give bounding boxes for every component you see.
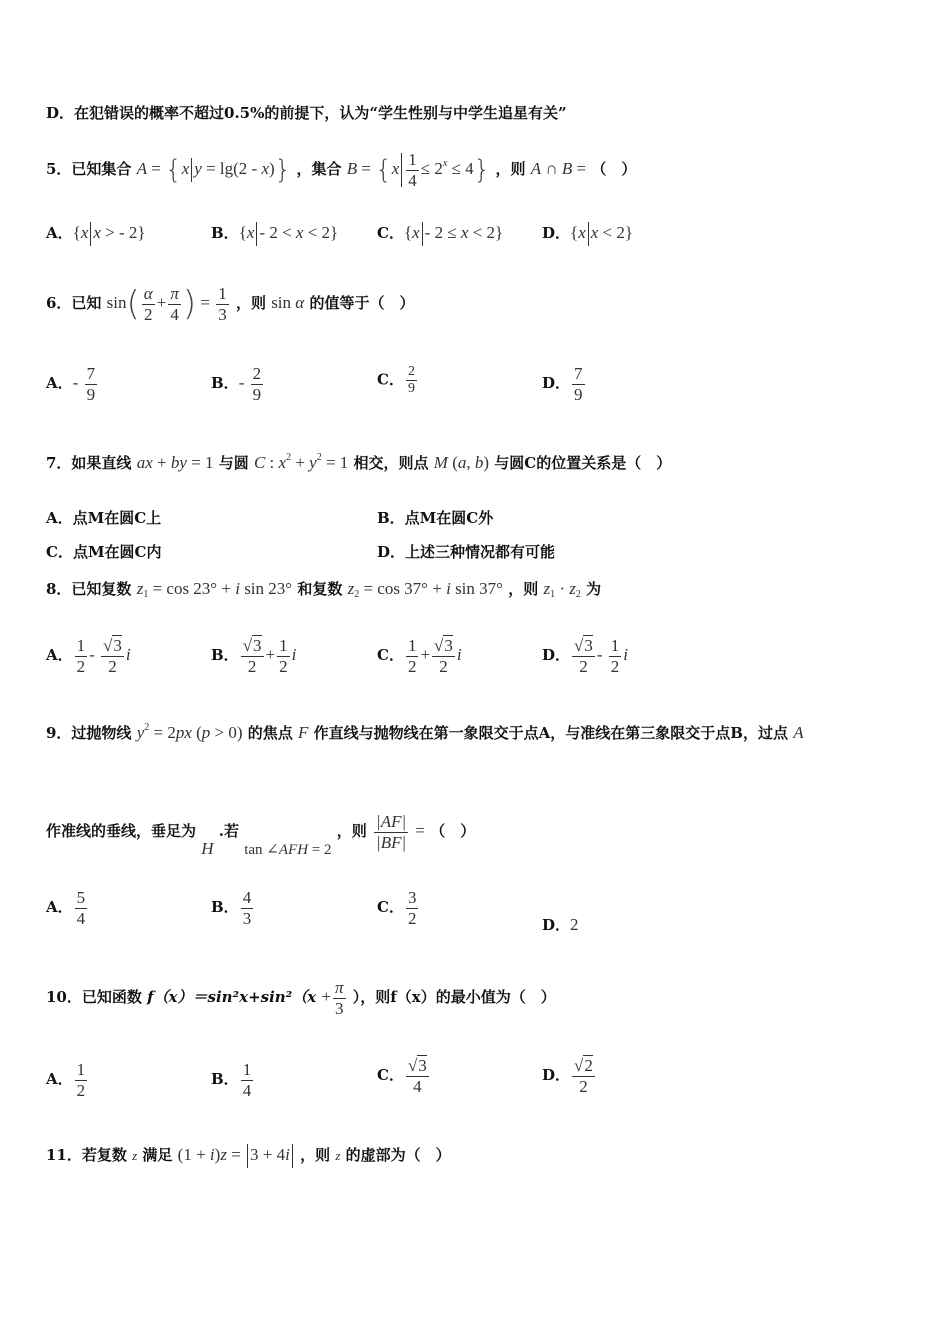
q6-option-d-label: D． [542,374,571,393]
q10-number: 10．已知函数 [46,988,142,1007]
q5-option-d[interactable]: D．{x x < 2} [542,222,633,246]
q5-number: 5．已知集合 [46,159,132,178]
option-d-statement: D．在犯错误的概率不超过0.5%的前提下，认为“学生性别与中学生追星有关” [46,104,567,122]
q10-tail: ），则f（x）的最小值为（ ） [352,988,556,1007]
q9-option-b[interactable] [211,888,255,928]
q8-option-d-label: D． [542,646,571,665]
q9-focus-f: F [298,723,309,742]
q5-option-d-label: D． [542,224,571,242]
q11-tail: ，则 [300,1146,331,1164]
question-7 [46,452,671,473]
q9-b-den: 3 [242,908,252,928]
q9-option-c[interactable] [377,888,420,928]
q5-option-c[interactable]: C．{x - 2 ≤ x < 2} [377,222,503,246]
q5-mid: ，集合 [296,159,342,178]
q7-option-d[interactable]: D．上述三种情况都有可能 [377,543,556,561]
q9-b-num: 4 [242,888,252,907]
q8-mid: 和复数 [297,580,343,598]
q10-option-a[interactable]: A． $\frac{1}{2}$ [46,1060,86,1100]
q11-number: 11．若复数 [46,1146,127,1164]
q7-mid2: 相交，则点 [353,454,429,472]
q7-option-b[interactable]: B．点M在圆C外 [377,509,494,527]
q9-line2a: 作准线的垂线，垂足为 [46,822,197,841]
q5-option-b[interactable]: B．{x - 2 < x < 2} [211,222,338,246]
q9-foot-h: H [201,839,214,859]
q6-option-c[interactable] [377,364,419,397]
q9-option-a-label: A． [46,898,73,917]
q9-parabola: $y^2 = 2px$ (p > 0) [136,722,243,742]
q8-mid2: ，则 [508,580,539,598]
q6-c-den: 9 [407,381,415,397]
q6-d-num: 7 [574,364,583,383]
q9-ratio: $\frac{|AF|}{|BF|}$ [376,812,407,852]
q5-paren: （ ） [591,159,637,178]
q9-option-b-label: B． [211,898,239,917]
q8-z2: $z_2 = \cos 37^\circ + i$ sin 37° [347,579,503,600]
q6-given: sin( $\frac{\alpha}{2}$ + $\frac{\pi}{4}$ ) = $\frac{1}{3}$ [106,284,227,325]
q9-mid: 的焦点 [247,724,293,742]
q6-b-num: 2 [252,364,262,383]
q8-option-a-label: A． [46,646,73,665]
question-11 [46,1144,451,1168]
question-6 [46,284,414,324]
q9-d-value: 2 [570,915,579,934]
q6-a-num: 7 [86,364,96,383]
q6-option-a-label: A． [46,374,73,393]
q10-option-b-label: B． [211,1070,239,1089]
q5-option-b-label: B． [211,224,239,242]
q5-tail: ，则 [495,159,526,178]
q5-option-a-label: A． [46,224,73,242]
q8-option-a[interactable]: A． $\frac{1}{2}$ - $\frac{√3}{2}$ i [46,636,131,676]
q9-mid2: 作直线与抛物线在第一象限交于点A，与准线在第三象限交于点B，过点 [313,724,788,742]
q9-option-d[interactable] [542,914,579,935]
question-5 [46,150,636,190]
q6-option-b-label: B． [211,374,239,393]
q10-option-a-label: A． [46,1070,73,1089]
q10-option-c[interactable]: C． $\frac{√3}{4}$ [377,1056,427,1096]
q6-option-a[interactable]: A．- $\frac{7}{9}$ [46,364,96,404]
q11-mid: 满足 [142,1146,173,1164]
q10-option-b[interactable]: B． $\frac{1}{4}$ [211,1060,252,1100]
q9-option-a[interactable] [46,888,89,928]
question-9-line2: 作准线的垂线，垂足为 H .若 tan ∠AFH = 2 ，则 $\frac{|AF|}{|BF|}$ = （ ） [46,812,476,859]
q11-z: z [132,1148,138,1163]
q6-d-den: 9 [574,384,583,404]
q5-set-a: A = {x y = lg(2 - x)} [136,155,292,186]
q9-a-num: 5 [76,888,86,907]
q9-line2c: ，则 [336,822,367,841]
q5-intersection: A ∩ B = [530,158,587,178]
q9-line2d: （ ） [430,822,476,841]
q8-product: $z_1 \cdot z_2$ [543,579,581,600]
q10-option-d[interactable]: D． $\frac{√2}{2}$ [542,1056,593,1096]
question-8 [46,578,601,600]
q5-option-a[interactable]: A．{x x > - 2} [46,222,146,246]
q10-option-c-label: C． [377,1066,404,1085]
q9-option-c-label: C． [377,898,404,917]
q8-option-c-label: C． [377,646,404,665]
q7-circle-eq: C : $x^2 + y^2 = 1$ [253,452,349,472]
q6-tail: 的值等于（ ） [309,293,415,312]
q7-mid1: 与圆 [218,454,249,472]
q6-c-num: 2 [406,364,417,381]
q6-b-den: 9 [252,384,262,404]
q6-number: 6．已知 [46,293,102,312]
q7-option-c[interactable]: C．点M在圆C内 [46,543,162,561]
q8-tail: 为 [586,580,602,598]
q6-mid: ，则 [235,293,266,312]
q7-number: 7．如果直线 [46,454,132,472]
q10-expr: f（x）＝sin²x+sin²（x [147,988,317,1007]
q7-option-a[interactable]: A．点M在圆C上 [46,509,162,527]
q9-c-num: 3 [407,888,417,907]
q6-a-den: 9 [86,384,96,404]
question-10: 10．已知函数 f（x）＝sin²x+sin²（x + $\frac{\pi}{3}$ ），则f（x）的最小值为（ ） [46,978,556,1018]
q8-option-d[interactable]: D． $\frac{√3}{2}$ - $\frac{1}{2}$ i [542,636,629,676]
q8-option-c[interactable]: C． $\frac{1}{2}$ + $\frac{√3}{2}$ i [377,636,462,676]
q7-point: M (a, b) [433,453,490,472]
q8-option-b[interactable]: B． $\frac{√3}{2}$ + $\frac{1}{2}$ i [211,636,297,676]
q6-option-d[interactable] [542,364,587,404]
q8-option-b-label: B． [211,646,239,665]
q6-option-c-label: C． [377,370,404,389]
q9-line2b: .若 [218,822,239,841]
q9-a-den: 4 [76,908,86,928]
q9-tan: tan ∠AFH = 2 [244,842,332,859]
q9-point-a: A [793,723,804,742]
q6-sin-alpha: sin α [271,292,305,312]
q11-z2: z [335,1148,341,1163]
q9-option-d-label: D． [542,916,571,934]
q11-tail2: 的虚部为（ ） [345,1146,451,1164]
q8-number: 8．已知复数 [46,580,132,598]
question-9 [46,722,804,743]
q9-number: 9．过抛物线 [46,724,132,742]
q9-c-den: 2 [407,908,417,928]
q11-equation: (1 + i)z = 3 + 4i [178,1145,295,1164]
q7-tail: 与圆C的位置关系是（ ） [494,454,672,472]
q10-option-d-label: D． [542,1066,571,1085]
q6-option-b[interactable]: B．- $\frac{2}{9}$ [211,364,262,404]
q5-option-c-label: C． [377,224,404,242]
q8-z1: $z_1 = \cos 23^\circ + i$ sin 23° [136,579,293,600]
q7-line-eq: ax + by = 1 [136,453,214,472]
q5-set-b: B = {x $\frac{1}{4}$ ≤ $2^x \le 4$} [346,150,491,190]
